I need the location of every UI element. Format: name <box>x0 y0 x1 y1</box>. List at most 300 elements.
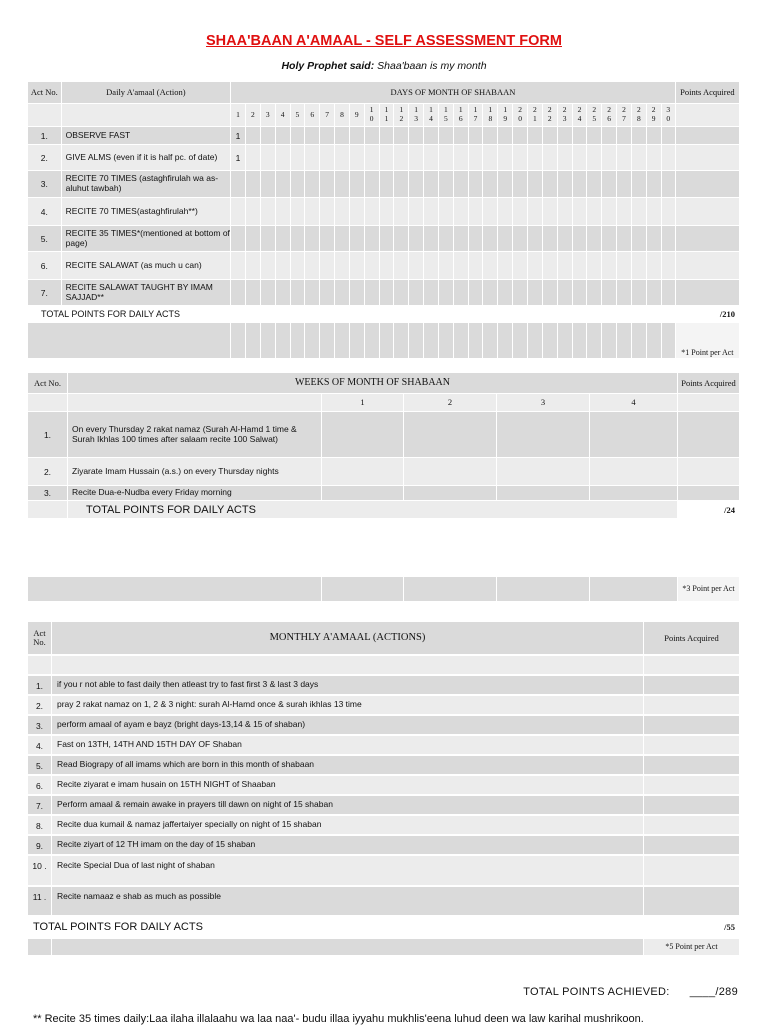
day-checkbox[interactable] <box>439 145 454 171</box>
day-checkbox[interactable] <box>380 145 395 171</box>
day-checkbox[interactable] <box>558 226 573 252</box>
day-checkbox[interactable] <box>231 280 246 306</box>
day-checkbox[interactable] <box>320 171 335 198</box>
day-checkbox[interactable] <box>587 226 602 252</box>
day-checkbox[interactable] <box>617 171 632 198</box>
points-cell[interactable] <box>676 226 740 252</box>
day-checkbox[interactable] <box>261 323 276 359</box>
day-checkbox[interactable] <box>394 127 409 145</box>
act-number: 4. <box>28 198 62 226</box>
day-checkbox[interactable] <box>246 127 261 145</box>
week-checkbox[interactable] <box>404 412 497 458</box>
points-cell[interactable] <box>676 127 740 145</box>
day-checkbox[interactable] <box>409 252 424 280</box>
day-checkbox[interactable] <box>394 280 409 306</box>
day-checkbox[interactable] <box>558 127 573 145</box>
day-checkbox[interactable] <box>558 323 573 359</box>
day-checkbox[interactable] <box>305 323 320 359</box>
day-checkbox[interactable] <box>394 252 409 280</box>
day-checkbox[interactable] <box>483 280 498 306</box>
points-cell[interactable] <box>644 887 740 917</box>
day-digit: 1 <box>503 105 508 115</box>
points-cell[interactable] <box>676 145 740 171</box>
day-checkbox[interactable] <box>632 226 647 252</box>
day-checkbox[interactable] <box>543 252 558 280</box>
day-checkbox[interactable] <box>365 171 380 198</box>
day-checkbox[interactable] <box>291 171 306 198</box>
day-checkbox[interactable] <box>632 127 647 145</box>
day-checkbox[interactable] <box>647 127 662 145</box>
day-checkbox[interactable] <box>261 252 276 280</box>
day-checkbox[interactable] <box>305 127 320 145</box>
day-checkbox[interactable] <box>662 145 676 171</box>
day-checkbox[interactable] <box>632 198 647 226</box>
day-checkbox[interactable] <box>543 280 558 306</box>
day-checkbox[interactable] <box>439 252 454 280</box>
day-checkbox[interactable] <box>469 171 484 198</box>
week-checkbox[interactable] <box>322 458 404 486</box>
weekly-total-points: /24 <box>678 501 740 519</box>
day-checkbox[interactable] <box>662 226 676 252</box>
daily-row <box>28 198 740 226</box>
points-cell[interactable] <box>676 252 740 280</box>
day-number <box>380 104 395 127</box>
day-checkbox[interactable] <box>528 145 543 171</box>
day-checkbox[interactable] <box>320 127 335 145</box>
day-checkbox[interactable] <box>528 127 543 145</box>
day-checkbox[interactable] <box>528 323 543 359</box>
day-checkbox[interactable] <box>469 280 484 306</box>
day-checkbox[interactable] <box>469 226 484 252</box>
day-checkbox[interactable] <box>365 323 380 359</box>
day-checkbox[interactable] <box>662 171 676 198</box>
day-checkbox[interactable] <box>498 280 513 306</box>
day-checkbox[interactable] <box>498 226 513 252</box>
day-checkbox[interactable] <box>587 280 602 306</box>
day-digit: 0 <box>518 114 522 123</box>
day-checkbox[interactable] <box>231 198 246 226</box>
day-checkbox[interactable] <box>469 323 484 359</box>
day-checkbox[interactable] <box>335 280 350 306</box>
points-cell[interactable] <box>644 716 740 736</box>
points-cell[interactable] <box>644 676 740 696</box>
day-checkbox[interactable] <box>320 280 335 306</box>
day-checkbox[interactable] <box>261 127 276 145</box>
day-checkbox[interactable] <box>424 323 439 359</box>
day-checkbox[interactable] <box>543 127 558 145</box>
day-checkbox[interactable] <box>409 145 424 171</box>
day-checkbox[interactable]: 1 <box>231 145 246 171</box>
day-checkbox[interactable] <box>573 226 588 252</box>
week-checkbox[interactable] <box>497 412 590 458</box>
week-checkbox[interactable] <box>404 458 497 486</box>
day-checkbox[interactable] <box>513 280 528 306</box>
day-checkbox[interactable] <box>513 127 528 145</box>
week-checkbox[interactable] <box>590 458 678 486</box>
day-checkbox[interactable] <box>602 145 617 171</box>
day-checkbox[interactable] <box>528 171 543 198</box>
day-checkbox[interactable] <box>543 226 558 252</box>
day-number <box>409 104 424 127</box>
day-checkbox[interactable] <box>632 252 647 280</box>
day-checkbox[interactable] <box>335 323 350 359</box>
day-checkbox[interactable] <box>231 171 246 198</box>
day-checkbox[interactable] <box>350 323 365 359</box>
day-checkbox[interactable] <box>231 323 246 359</box>
day-checkbox[interactable] <box>573 252 588 280</box>
day-checkbox[interactable] <box>424 171 439 198</box>
day-checkbox[interactable] <box>320 323 335 359</box>
day-checkbox[interactable] <box>291 198 306 226</box>
day-checkbox[interactable] <box>528 252 543 280</box>
day-checkbox[interactable] <box>483 252 498 280</box>
points-cell[interactable] <box>644 836 740 856</box>
weekly-per-act-note: *3 Point per Act <box>678 577 740 601</box>
day-checkbox[interactable] <box>439 127 454 145</box>
day-checkbox[interactable] <box>573 280 588 306</box>
day-checkbox[interactable] <box>380 198 395 226</box>
day-checkbox[interactable] <box>587 171 602 198</box>
day-checkbox[interactable] <box>291 252 306 280</box>
day-checkbox[interactable] <box>394 323 409 359</box>
day-checkbox[interactable] <box>291 280 306 306</box>
day-checkbox[interactable] <box>291 323 306 359</box>
day-checkbox[interactable] <box>617 226 632 252</box>
week-checkbox[interactable] <box>404 486 497 501</box>
day-checkbox[interactable] <box>662 127 676 145</box>
day-checkbox[interactable] <box>276 145 291 171</box>
day-checkbox[interactable] <box>409 280 424 306</box>
day-checkbox[interactable] <box>543 171 558 198</box>
day-checkbox[interactable] <box>409 127 424 145</box>
day-checkbox[interactable] <box>350 198 365 226</box>
day-checkbox[interactable] <box>246 145 261 171</box>
day-checkbox[interactable] <box>498 323 513 359</box>
day-checkbox[interactable] <box>231 252 246 280</box>
day-checkbox[interactable] <box>231 226 246 252</box>
day-checkbox[interactable] <box>617 252 632 280</box>
day-checkbox[interactable] <box>632 323 647 359</box>
day-checkbox[interactable] <box>573 171 588 198</box>
day-checkbox[interactable] <box>647 145 662 171</box>
day-checkbox[interactable] <box>573 323 588 359</box>
day-checkbox[interactable] <box>350 171 365 198</box>
week-checkbox[interactable] <box>497 486 590 501</box>
day-digit: 5 <box>295 109 300 119</box>
day-checkbox[interactable] <box>261 198 276 226</box>
day-checkbox[interactable] <box>246 252 261 280</box>
points-cell[interactable] <box>644 736 740 756</box>
day-checkbox[interactable] <box>305 226 320 252</box>
points-cell[interactable] <box>676 198 740 226</box>
day-checkbox[interactable] <box>558 252 573 280</box>
day-checkbox[interactable] <box>291 145 306 171</box>
day-checkbox[interactable] <box>424 252 439 280</box>
day-checkbox[interactable] <box>602 280 617 306</box>
day-checkbox[interactable] <box>543 198 558 226</box>
daily-total-row <box>28 306 740 323</box>
day-checkbox[interactable] <box>454 145 469 171</box>
day-checkbox[interactable] <box>291 127 306 145</box>
day-checkbox[interactable] <box>246 198 261 226</box>
day-checkbox[interactable] <box>394 145 409 171</box>
day-checkbox[interactable] <box>246 323 261 359</box>
day-checkbox[interactable] <box>246 280 261 306</box>
day-checkbox[interactable] <box>350 252 365 280</box>
day-checkbox[interactable] <box>662 280 676 306</box>
day-checkbox[interactable] <box>276 323 291 359</box>
day-checkbox[interactable] <box>350 280 365 306</box>
day-checkbox[interactable] <box>365 280 380 306</box>
day-checkbox[interactable] <box>454 171 469 198</box>
day-checkbox[interactable] <box>439 280 454 306</box>
day-checkbox[interactable] <box>617 145 632 171</box>
day-checkbox[interactable]: 1 <box>231 127 246 145</box>
day-checkbox[interactable] <box>365 127 380 145</box>
points-cell[interactable] <box>678 412 740 458</box>
act-description: On every Thursday 2 rakat namaz (Surah Al-Hamd 1 time & Surah Ikhlas 100 times after salaam recite 100 Salwat) <box>68 412 322 458</box>
day-checkbox[interactable] <box>424 280 439 306</box>
day-checkbox[interactable] <box>498 145 513 171</box>
day-checkbox[interactable] <box>587 323 602 359</box>
day-checkbox[interactable] <box>483 171 498 198</box>
day-checkbox[interactable] <box>662 252 676 280</box>
day-checkbox[interactable] <box>483 323 498 359</box>
day-checkbox[interactable] <box>558 145 573 171</box>
day-digit: 2 <box>607 105 612 115</box>
act-number: 1. <box>28 412 68 458</box>
day-checkbox[interactable] <box>469 145 484 171</box>
day-checkbox[interactable] <box>483 198 498 226</box>
day-checkbox[interactable] <box>380 280 395 306</box>
day-checkbox[interactable] <box>424 145 439 171</box>
day-checkbox[interactable] <box>454 252 469 280</box>
day-checkbox[interactable] <box>513 323 528 359</box>
points-cell[interactable] <box>644 756 740 776</box>
day-checkbox[interactable] <box>305 280 320 306</box>
day-checkbox[interactable] <box>454 226 469 252</box>
day-checkbox[interactable] <box>632 145 647 171</box>
monthly-per-act-note: *5 Point per Act <box>644 939 740 957</box>
col-points: Points Acquired <box>678 373 740 394</box>
day-checkbox[interactable] <box>276 226 291 252</box>
day-checkbox[interactable] <box>558 171 573 198</box>
day-checkbox[interactable] <box>261 226 276 252</box>
day-checkbox[interactable] <box>261 145 276 171</box>
day-checkbox[interactable] <box>617 280 632 306</box>
day-checkbox[interactable] <box>305 171 320 198</box>
day-checkbox[interactable] <box>513 198 528 226</box>
day-checkbox[interactable] <box>647 171 662 198</box>
day-checkbox[interactable] <box>380 226 395 252</box>
day-checkbox[interactable] <box>380 323 395 359</box>
day-checkbox[interactable] <box>409 171 424 198</box>
day-checkbox[interactable] <box>365 145 380 171</box>
act-description: RECITE 70 TIMES (astaghfirulah wa as-aluhut tawbah) <box>62 171 231 198</box>
day-checkbox[interactable] <box>394 198 409 226</box>
day-checkbox[interactable] <box>320 198 335 226</box>
day-checkbox[interactable] <box>587 198 602 226</box>
day-checkbox[interactable] <box>632 171 647 198</box>
points-cell[interactable] <box>676 171 740 198</box>
act-number: 9. <box>28 836 52 856</box>
day-checkbox[interactable] <box>305 198 320 226</box>
day-checkbox[interactable] <box>380 171 395 198</box>
day-checkbox[interactable] <box>439 226 454 252</box>
day-checkbox[interactable] <box>454 323 469 359</box>
day-checkbox[interactable] <box>409 226 424 252</box>
day-checkbox[interactable] <box>335 171 350 198</box>
day-checkbox[interactable] <box>483 226 498 252</box>
day-checkbox[interactable] <box>454 198 469 226</box>
day-checkbox[interactable] <box>513 171 528 198</box>
day-checkbox[interactable] <box>350 127 365 145</box>
points-cell[interactable] <box>644 796 740 816</box>
day-checkbox[interactable] <box>647 226 662 252</box>
day-checkbox[interactable] <box>350 145 365 171</box>
day-checkbox[interactable] <box>380 127 395 145</box>
day-checkbox[interactable] <box>602 252 617 280</box>
day-checkbox[interactable] <box>276 127 291 145</box>
day-checkbox[interactable] <box>380 252 395 280</box>
day-checkbox[interactable] <box>617 198 632 226</box>
day-checkbox[interactable] <box>647 252 662 280</box>
week-checkbox[interactable] <box>322 486 404 501</box>
day-checkbox[interactable] <box>647 280 662 306</box>
day-checkbox[interactable] <box>528 280 543 306</box>
day-checkbox[interactable] <box>543 145 558 171</box>
day-checkbox[interactable] <box>617 323 632 359</box>
day-checkbox[interactable] <box>602 127 617 145</box>
day-checkbox[interactable] <box>335 226 350 252</box>
day-digit: 2 <box>592 105 597 115</box>
day-checkbox[interactable] <box>305 145 320 171</box>
day-checkbox[interactable] <box>365 226 380 252</box>
day-checkbox[interactable] <box>365 252 380 280</box>
day-checkbox[interactable] <box>439 171 454 198</box>
day-checkbox[interactable] <box>513 145 528 171</box>
day-checkbox[interactable] <box>439 198 454 226</box>
monthly-spacer-row <box>28 656 740 676</box>
day-checkbox[interactable] <box>469 127 484 145</box>
week-checkbox[interactable] <box>590 412 678 458</box>
act-number: 2. <box>28 145 62 171</box>
act-description: Perform amaal & remain awake in prayers till dawn on night of 15 shaban <box>52 796 644 816</box>
day-checkbox[interactable] <box>498 127 513 145</box>
day-checkbox[interactable] <box>424 198 439 226</box>
day-checkbox[interactable] <box>276 171 291 198</box>
day-checkbox[interactable] <box>587 252 602 280</box>
act-description: Recite ziyarat e imam husain on 15TH NIGHT of Shaaban <box>52 776 644 796</box>
week-checkbox[interactable] <box>497 458 590 486</box>
day-checkbox[interactable] <box>483 145 498 171</box>
day-checkbox[interactable] <box>602 198 617 226</box>
day-checkbox[interactable] <box>350 226 365 252</box>
day-checkbox[interactable] <box>587 127 602 145</box>
day-checkbox[interactable] <box>602 323 617 359</box>
points-cell[interactable] <box>678 486 740 501</box>
day-checkbox[interactable] <box>498 252 513 280</box>
day-checkbox[interactable] <box>365 198 380 226</box>
day-checkbox[interactable] <box>320 252 335 280</box>
day-checkbox[interactable] <box>394 226 409 252</box>
week-number: 2 <box>404 394 497 412</box>
day-checkbox[interactable] <box>454 127 469 145</box>
day-checkbox[interactable] <box>335 198 350 226</box>
day-checkbox[interactable] <box>261 280 276 306</box>
day-checkbox[interactable] <box>335 145 350 171</box>
day-checkbox[interactable] <box>528 226 543 252</box>
points-cell[interactable] <box>678 458 740 486</box>
day-checkbox[interactable] <box>409 323 424 359</box>
week-checkbox[interactable] <box>590 486 678 501</box>
day-checkbox[interactable] <box>394 171 409 198</box>
day-number <box>528 104 543 127</box>
day-checkbox[interactable] <box>528 198 543 226</box>
day-checkbox[interactable] <box>276 198 291 226</box>
day-checkbox[interactable] <box>291 226 306 252</box>
points-cell[interactable] <box>644 856 740 887</box>
day-checkbox[interactable] <box>483 127 498 145</box>
day-checkbox[interactable] <box>320 145 335 171</box>
day-checkbox[interactable] <box>246 171 261 198</box>
day-checkbox[interactable] <box>662 323 676 359</box>
day-checkbox[interactable] <box>543 323 558 359</box>
day-checkbox[interactable] <box>439 323 454 359</box>
act-number: 6. <box>28 252 62 280</box>
day-checkbox[interactable] <box>558 280 573 306</box>
day-checkbox[interactable] <box>498 198 513 226</box>
day-checkbox[interactable] <box>602 171 617 198</box>
day-checkbox[interactable] <box>573 145 588 171</box>
day-digit: 7 <box>325 109 329 119</box>
day-checkbox[interactable] <box>409 198 424 226</box>
day-checkbox[interactable] <box>647 198 662 226</box>
day-checkbox[interactable] <box>454 280 469 306</box>
day-checkbox[interactable] <box>632 280 647 306</box>
day-checkbox[interactable] <box>469 198 484 226</box>
day-checkbox[interactable] <box>276 280 291 306</box>
day-checkbox[interactable] <box>573 127 588 145</box>
day-checkbox[interactable] <box>424 127 439 145</box>
week-checkbox[interactable] <box>322 412 404 458</box>
day-checkbox[interactable] <box>498 171 513 198</box>
day-checkbox[interactable] <box>261 171 276 198</box>
day-checkbox[interactable] <box>617 127 632 145</box>
points-cell[interactable] <box>644 776 740 796</box>
day-checkbox[interactable] <box>246 226 261 252</box>
points-cell[interactable] <box>676 280 740 306</box>
day-checkbox[interactable] <box>662 198 676 226</box>
act-number: 2. <box>28 458 68 486</box>
points-cell[interactable] <box>644 696 740 716</box>
day-checkbox[interactable] <box>276 252 291 280</box>
day-checkbox[interactable] <box>602 226 617 252</box>
day-checkbox[interactable] <box>587 145 602 171</box>
day-checkbox[interactable] <box>335 127 350 145</box>
day-checkbox[interactable] <box>469 252 484 280</box>
day-checkbox[interactable] <box>424 226 439 252</box>
day-checkbox[interactable] <box>320 226 335 252</box>
day-checkbox[interactable] <box>513 252 528 280</box>
day-checkbox[interactable] <box>647 323 662 359</box>
day-checkbox[interactable] <box>335 252 350 280</box>
day-checkbox[interactable] <box>573 198 588 226</box>
day-checkbox[interactable] <box>305 252 320 280</box>
day-checkbox[interactable] <box>558 198 573 226</box>
day-checkbox[interactable] <box>513 226 528 252</box>
points-cell[interactable] <box>644 816 740 836</box>
